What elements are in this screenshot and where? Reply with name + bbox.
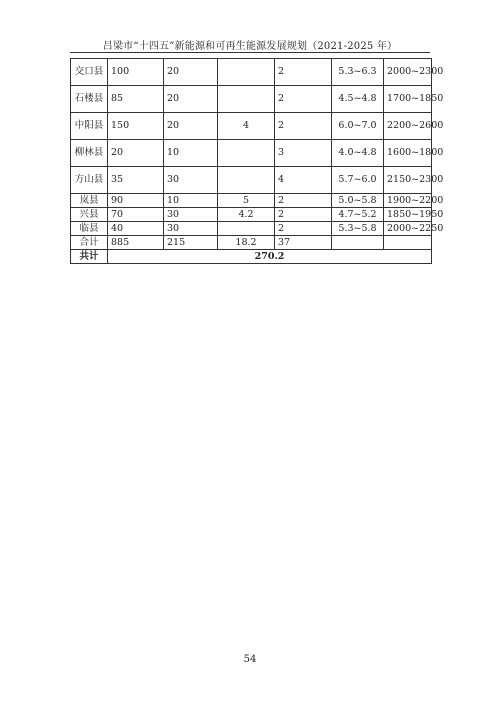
- county-cell: 交口县: [71, 59, 108, 86]
- value-cell: 4: [218, 113, 275, 140]
- value-cell: 2: [275, 86, 332, 113]
- range-cell: 2200~2600: [384, 113, 432, 140]
- range-cell: 5.3~6.3: [332, 59, 384, 86]
- value-cell: 2: [275, 59, 332, 86]
- table-row: [71, 167, 432, 194]
- county-cell: 兴县: [71, 208, 108, 222]
- value-cell: 20: [164, 86, 218, 113]
- table-row: [71, 59, 432, 86]
- header-divider: [70, 52, 430, 53]
- table-row: [71, 140, 432, 167]
- range-cell: 2000~2300: [384, 59, 432, 86]
- range-cell: 5.3~5.8: [332, 222, 384, 236]
- value-cell: 4.2: [218, 208, 275, 222]
- range-cell: 1600~1800: [384, 140, 432, 167]
- range-cell: 1700~1850: [384, 86, 432, 113]
- value-cell: 2: [275, 222, 332, 236]
- value-cell: 30: [164, 222, 218, 236]
- value-cell: 885: [108, 236, 164, 250]
- value-cell: 5: [218, 194, 275, 208]
- value-cell: 2: [275, 194, 332, 208]
- range-cell: 1850~1950: [384, 208, 432, 222]
- grand-total-value: 270.2: [108, 250, 432, 264]
- range-cell: 1900~2200: [384, 194, 432, 208]
- county-cell: 柳林县: [71, 140, 108, 167]
- value-cell: 20: [164, 113, 218, 140]
- value-cell: [218, 167, 275, 194]
- value-cell: 3: [275, 140, 332, 167]
- range-cell: 4.7~5.2: [332, 208, 384, 222]
- value-cell: [218, 86, 275, 113]
- county-cell: 方山县: [71, 167, 108, 194]
- value-cell: 2: [275, 208, 332, 222]
- range-cell: [384, 236, 432, 250]
- value-cell: 20: [164, 59, 218, 86]
- value-cell: [218, 222, 275, 236]
- value-cell: 90: [108, 194, 164, 208]
- table-row: [71, 86, 432, 113]
- range-cell: 2000~2250: [384, 222, 432, 236]
- value-cell: 35: [108, 167, 164, 194]
- county-cell: 石楼县: [71, 86, 108, 113]
- value-cell: 10: [164, 140, 218, 167]
- value-cell: 37: [275, 236, 332, 250]
- range-cell: 4.5~4.8: [332, 86, 384, 113]
- wind-resource-table: [70, 58, 444, 264]
- value-cell: 40: [108, 222, 164, 236]
- range-cell: 2150~2300: [384, 167, 432, 194]
- range-cell: [332, 236, 384, 250]
- page-number: 54: [243, 654, 257, 665]
- range-cell: 5.7~6.0: [332, 167, 384, 194]
- value-cell: 150: [108, 113, 164, 140]
- grand-total-row: [71, 250, 432, 264]
- table-row: [71, 208, 432, 222]
- value-cell: 100: [108, 59, 164, 86]
- value-cell: 70: [108, 208, 164, 222]
- county-cell: 临县: [71, 222, 108, 236]
- subtotal-label: 合计: [71, 236, 108, 250]
- value-cell: [218, 140, 275, 167]
- value-cell: [218, 59, 275, 86]
- grand-total-label: 共计: [71, 250, 108, 264]
- subtotal-row: [71, 236, 432, 250]
- value-cell: 30: [164, 167, 218, 194]
- value-cell: 85: [108, 86, 164, 113]
- range-cell: 5.0~5.8: [332, 194, 384, 208]
- value-cell: 18.2: [218, 236, 275, 250]
- county-cell: 中阳县: [71, 113, 108, 140]
- value-cell: 2: [275, 113, 332, 140]
- range-cell: 4.0~4.8: [332, 140, 384, 167]
- value-cell: 30: [164, 208, 218, 222]
- table-row: [71, 194, 432, 208]
- value-cell: 215: [164, 236, 218, 250]
- value-cell: 4: [275, 167, 332, 194]
- table-row: [71, 222, 432, 236]
- page-header-title: 吕梁市“十四五”新能源和可再生能源发展规划（2021-2025 年）: [102, 41, 398, 52]
- table-row: [71, 113, 432, 140]
- county-cell: 岚县: [71, 194, 108, 208]
- value-cell: 20: [108, 140, 164, 167]
- value-cell: 10: [164, 194, 218, 208]
- range-cell: 6.0~7.0: [332, 113, 384, 140]
